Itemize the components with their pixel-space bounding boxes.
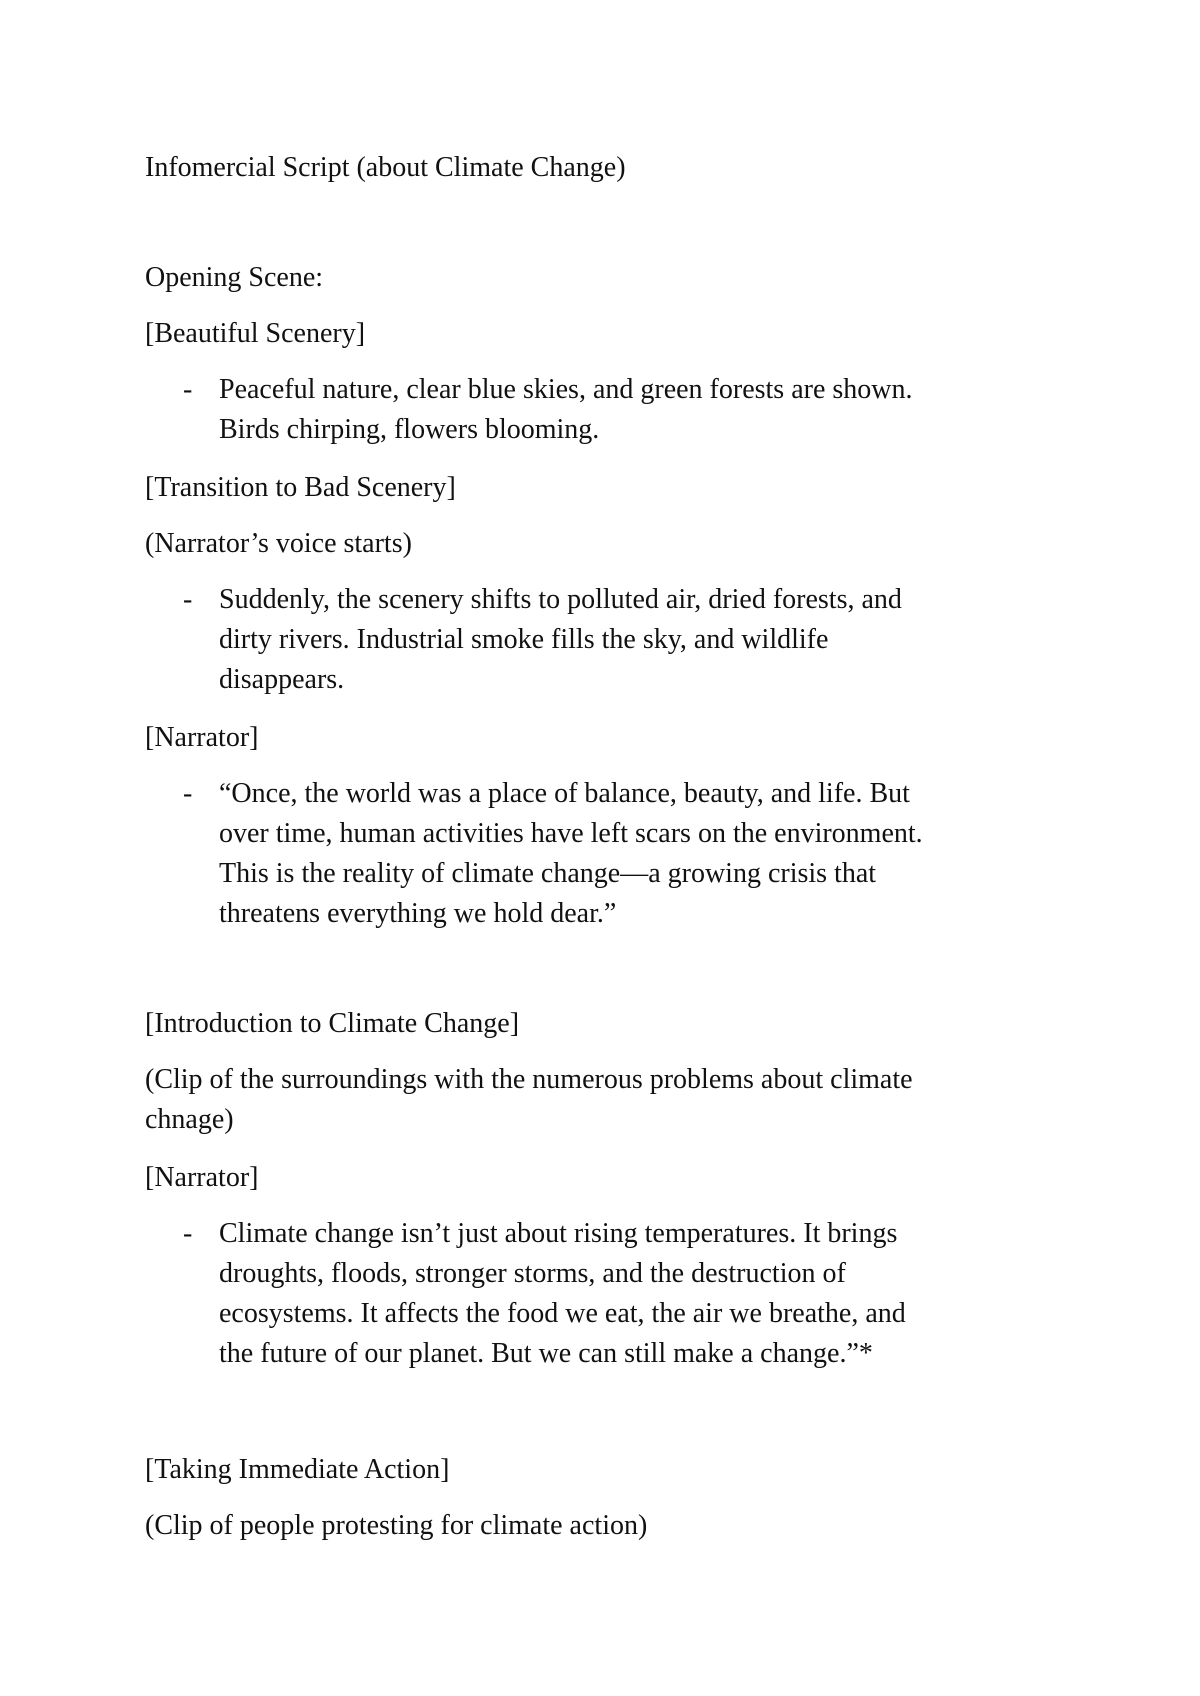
action-clip-description: (Clip of people protesting for climate action) [145, 1510, 648, 1541]
scene-label-beautiful: [Beautiful Scenery] [145, 318, 366, 349]
narrator-cue: (Narrator’s voice starts) [145, 528, 412, 559]
document-title: Infomercial Script (about Climate Change) [145, 152, 626, 183]
bullet-text: Climate change isn’t just about rising temperatures. It brings droughts, floods, stronger storms, and the destruction of ecosystems. It affects the food we eat, the air we breathe, and the future of our planet. But we can still make a change.”* [219, 1218, 906, 1369]
intro-heading: [Introduction to Climate Change] [145, 1008, 520, 1039]
opening-scene-heading: Opening Scene: [145, 262, 324, 293]
bullet-dash: - [183, 374, 193, 405]
bullet-dash: - [183, 584, 193, 615]
bullet-dash: - [183, 1218, 193, 1249]
narrator-label: [Narrator] [145, 1162, 259, 1193]
scene-label-transition: [Transition to Bad Scenery] [145, 472, 456, 503]
intro-clip-description: (Clip of the surroundings with the numerous problems about climate chnage) [145, 1064, 913, 1135]
bullet-text: Suddenly, the scenery shifts to polluted air, dried forests, and dirty rivers. Industrial smoke fills the sky, and wildlife disappears. [219, 584, 902, 695]
action-heading: [Taking Immediate Action] [145, 1454, 450, 1485]
bullet-dash: - [183, 778, 193, 809]
bullet-text: Peaceful nature, clear blue skies, and green forests are shown. Birds chirping, flowers blooming. [219, 374, 913, 445]
bullet-text: “Once, the world was a place of balance, beauty, and life. But over time, human activities have left scars on the environment. This is the reality of climate change—a growing crisis that threatens everything we hold dear.” [219, 778, 923, 929]
narrator-label: [Narrator] [145, 722, 259, 753]
